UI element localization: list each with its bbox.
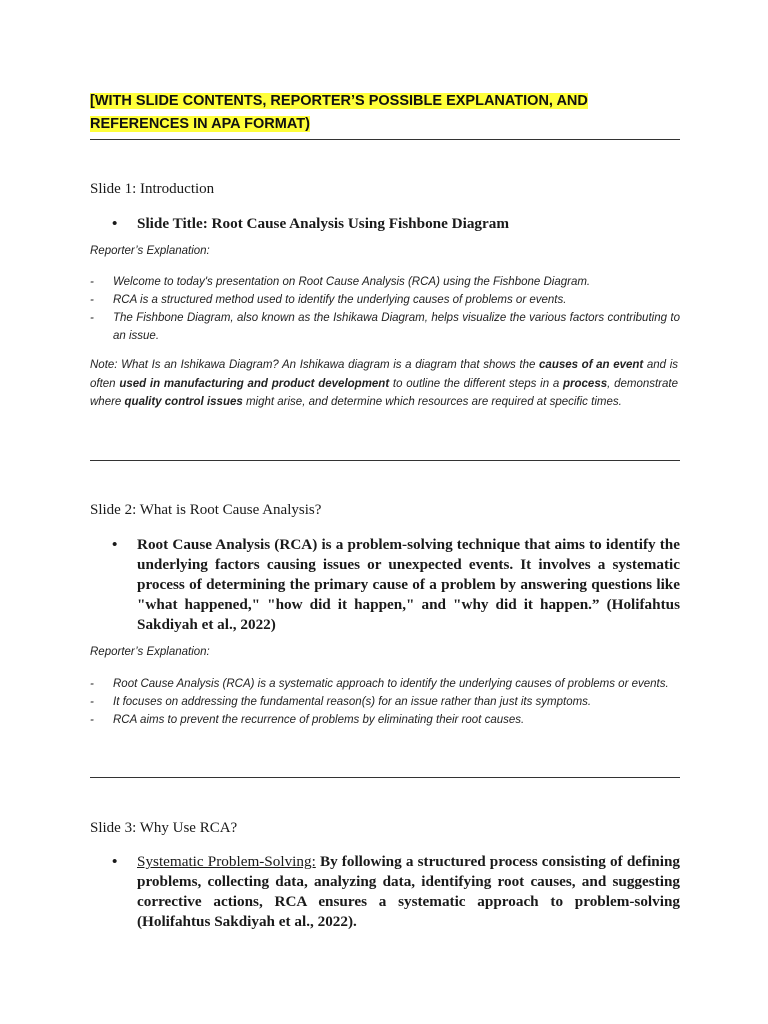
bullet-icon: • — [112, 853, 118, 870]
dash-icon: - — [90, 276, 94, 288]
divider-slide1 — [90, 460, 680, 461]
slide2-title: Slide 2: What is Root Cause Analysis? — [90, 502, 322, 518]
list-item: - RCA is a structured method used to identify the underlying causes of problems or events. — [90, 291, 680, 309]
bullet-icon: • — [112, 215, 118, 232]
slide1-note: Note: What Is an Ishikawa Diagram? An Ishikawa diagram is a diagram that shows the causes of an event and is often used in manufacturing and product development to outline the different steps in a process, demonstrate where quality control issues might arise, and determine which resources are required at specific times. — [90, 359, 678, 408]
slide2-bullet-text: Root Cause Analysis (RCA) is a problem-solving technique that aims to identify the underlying factors causing issues or unexpected events. It involves a systematic process of determining the primary cause of a problem by answering questions like "what happened," "how did it happen," and "why did it happen.” (Holifahtus Sakdiyah et al., 2022) — [137, 536, 680, 633]
slide3-bullet-heading: Systematic Problem-Solving: — [137, 853, 316, 870]
dash-icon: - — [90, 714, 94, 726]
slide1-explanation-list — [90, 273, 680, 345]
highlighted-heading: [WITH SLIDE CONTENTS, REPORTER’S POSSIBLE EXPLANATION, AND REFERENCES IN APA FORMAT) — [90, 93, 588, 132]
list-item: - Root Cause Analysis (RCA) is a systematic approach to identify the underlying causes of problems or events. — [90, 675, 680, 693]
slide1-title: Slide 1: Introduction — [90, 181, 215, 197]
list-item: - RCA aims to prevent the recurrence of problems by eliminating their root causes. — [90, 711, 680, 729]
bullet-icon: • — [112, 536, 118, 553]
slide1-bullet — [112, 214, 680, 234]
slide3-bullet — [112, 852, 680, 932]
slide2-reporter-label: Reporter’s Explanation: — [90, 646, 210, 658]
slide2-explanation-list — [90, 675, 680, 729]
divider-top — [90, 139, 680, 140]
dash-icon: - — [90, 678, 94, 690]
list-item: - The Fishbone Diagram, also known as the Ishikawa Diagram, helps visualize the various factors contributing to an issue. — [90, 309, 680, 345]
dash-icon: - — [90, 294, 94, 306]
list-item: - It focuses on addressing the fundamental reason(s) for an issue rather than just its symptoms. — [90, 693, 680, 711]
dash-icon: - — [90, 312, 94, 324]
header-banner — [90, 90, 680, 136]
list-item: - Welcome to today's presentation on Root Cause Analysis (RCA) using the Fishbone Diagram. — [90, 273, 680, 291]
slide2-bullet — [112, 535, 680, 635]
dash-icon: - — [90, 696, 94, 708]
slide1-bullet-text: Slide Title: Root Cause Analysis Using Fishbone Diagram — [137, 215, 510, 232]
slide3-title: Slide 3: Why Use RCA? — [90, 820, 238, 836]
divider-slide2 — [90, 777, 680, 778]
slide3-bullet-text: Systematic Problem-Solving: By following a structured process consisting of defining problems, collecting data, analyzing data, identifying root causes, and suggesting corrective actions, RCA ensures a systematic approach to problem-solving (Holifahtus Sakdiyah et al., 2022). — [137, 853, 680, 930]
slide1-reporter-label: Reporter’s Explanation: — [90, 245, 210, 257]
